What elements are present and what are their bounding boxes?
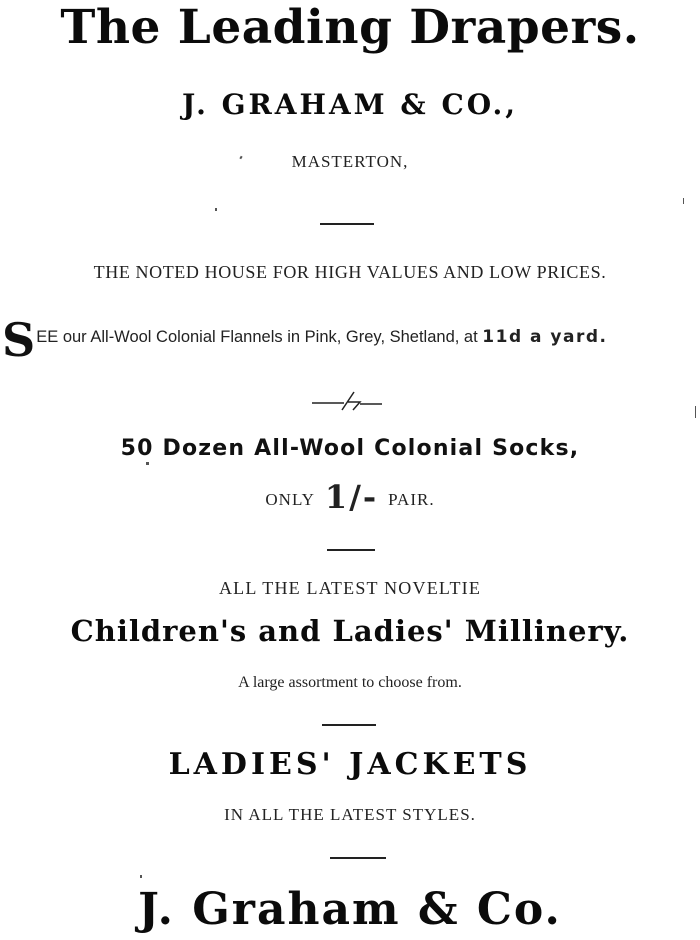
millinery-heading: Children's and Ladies' Millinery. [70,614,630,648]
firm-name: J. GRAHAM & CO., [182,88,518,121]
ink-speck [695,406,696,418]
drop-cap: S [2,313,36,367]
socks-heading: 50 Dozen All-Wool Colonial Socks, [120,436,580,461]
divider-rule [330,857,386,859]
socks-price-line [0,478,700,516]
town-name: MASTERTON, [291,152,409,171]
flannel-offer [2,313,700,367]
motto: THE NOTED HOUSE FOR HIGH VALUES AND LOW PRICES. [93,262,607,282]
ink-speck [140,875,142,878]
ink-speck [146,462,149,465]
ink-speck [683,198,684,204]
headline: The Leading Drapers. [60,0,640,55]
jackets-styles-line: IN ALL THE LATEST STYLES. [224,805,476,824]
assortment-line: A large assortment to choose from. [238,674,462,691]
divider-rule [322,724,376,726]
jackets-heading: LADIES' JACKETS [168,747,532,782]
divider-rule [327,549,375,551]
ornament-flourish [312,390,382,412]
novelties-line: ALL THE LATEST NOVELTIE [218,578,482,598]
flannel-price: 11d a yard. [482,327,608,347]
socks-price-suffix: PAIR. [388,490,435,509]
socks-price-prefix: ONLY [265,490,315,509]
socks-price: 1/- [324,478,379,516]
flannel-text: EE our All-Wool Colonial Flannels in Pink, Grey, Shetland, at [36,328,478,346]
ink-speck [215,208,217,211]
divider-rule [320,223,374,225]
footer-firm-name: J. Graham & Co. [138,884,562,935]
